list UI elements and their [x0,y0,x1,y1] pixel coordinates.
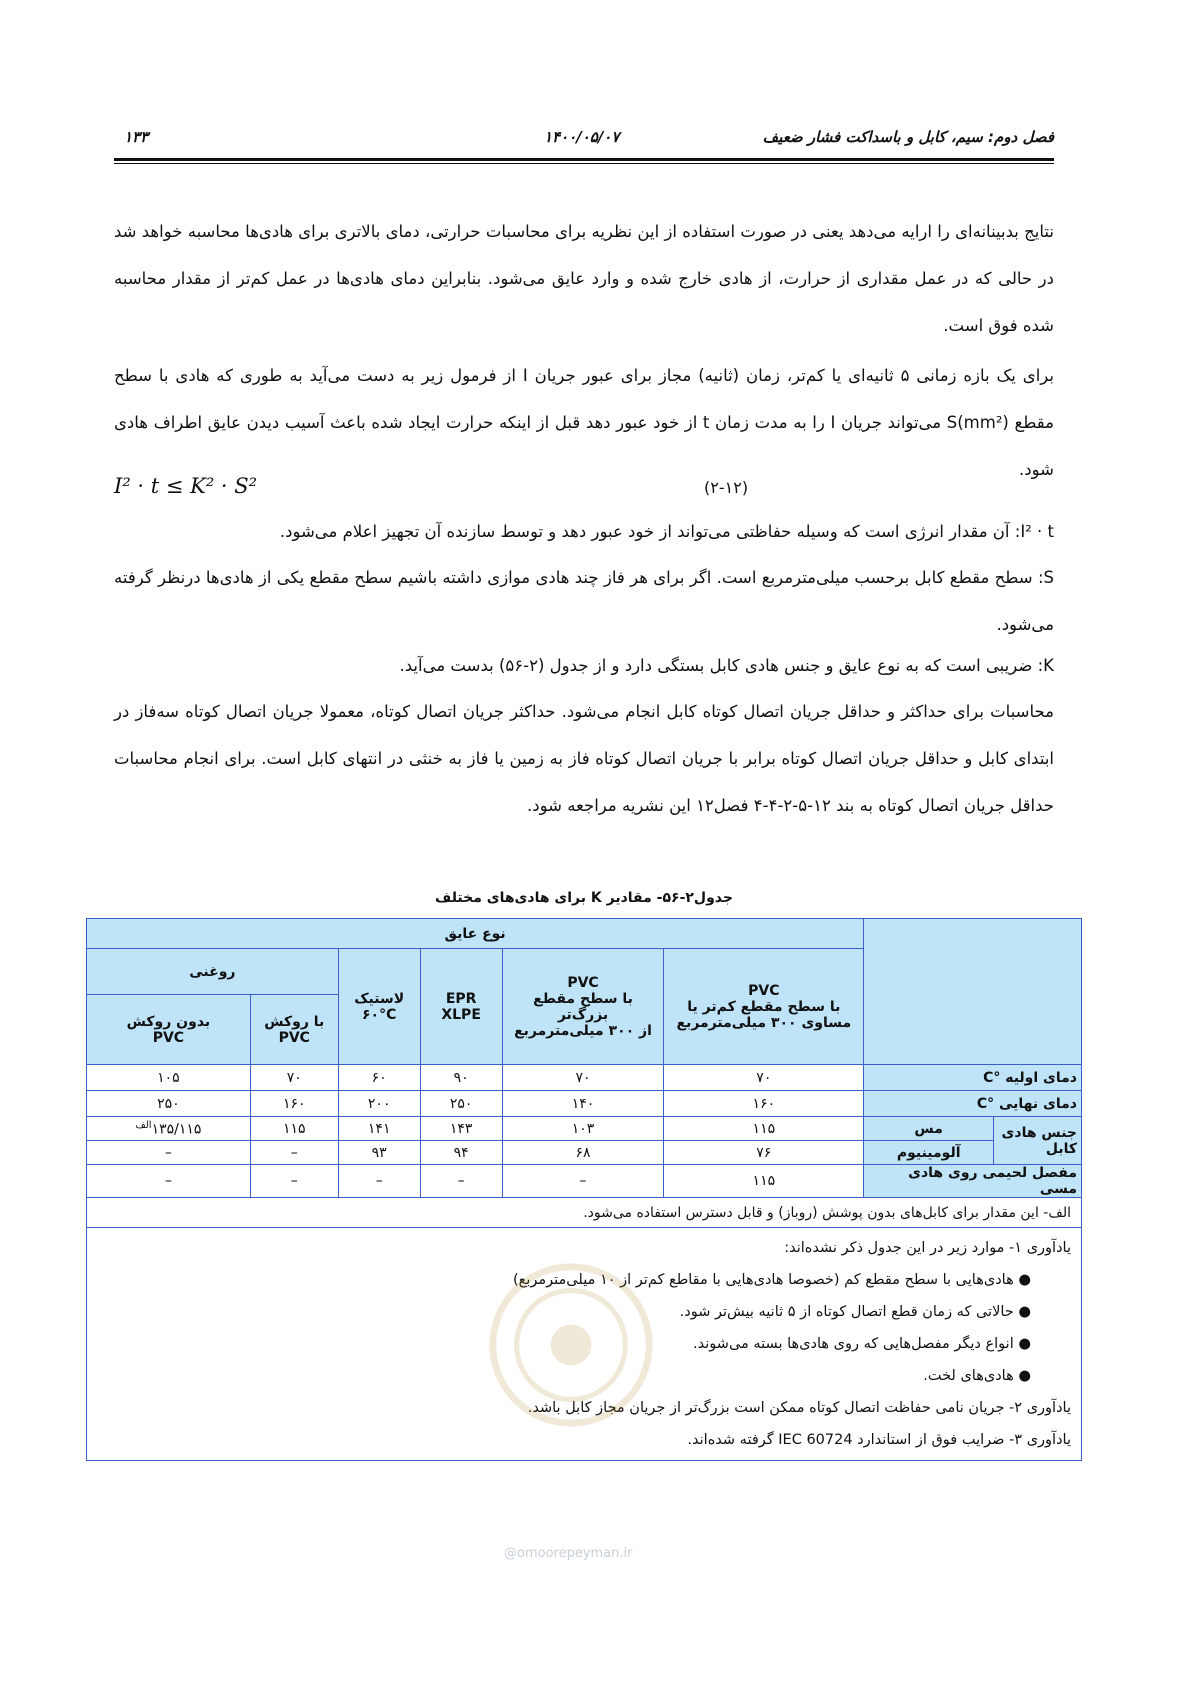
table-cell: ۲۵۰ [420,1091,502,1117]
formula-number: (۲-۱۲) [704,478,749,497]
table-cell: ۱۰۳ [502,1117,664,1141]
table-cell: – [87,1165,251,1198]
paragraph-1: نتایج بدبینانه‌ای را ارایه می‌دهد یعنی در صورت استفاده از این نظریه برای محاسبات حرارتی، دمای بالاتری برای هادی‌ها محاسبه خواهد شد در حالی که در عمل مقداری از حرارت، از هادی خارج شده و وارد عایق می‌شود. بنابراین دمای هادی‌ها در عمل کم‌تر از مقدار محاسبه شده فوق است. [114,222,1054,335]
page-number: ۱۳۳ [124,128,149,146]
note-bullet: ● انواع دیگر مفصل‌هایی که روی هادی‌ها بسته می‌شوند. [693,1336,1031,1352]
table-cell: ۶۸ [502,1141,664,1165]
table-cell: ۱۶۰ [250,1091,338,1117]
table-cell: – [250,1141,338,1165]
table-title: جدول۲-۵۶- مقادیر K برای هادی‌های مختلف [435,890,733,906]
note-1-title: یادآوری ۱- موارد زیر در این جدول ذکر نشده‌اند: [784,1240,1071,1256]
col-epr-xlpe: EPR XLPE [420,949,502,1065]
table-cell: ۹۰ [420,1065,502,1091]
definition-section: S: سطح مقطع کابل برحسب میلی‌مترمربع است. اگر برای هر فاز چند هادی موازی داشته باشیم سطح مقطع یکی از هادی‌ها درنظر گرفته می‌شود. [114,568,1054,634]
note-bullet: ● هادی‌های لخت. [923,1368,1031,1384]
watermark-text: @omoorepeyman.ir [504,1546,633,1561]
table-cell: – [338,1165,420,1198]
row-label-aluminium: آلومینیوم [864,1141,994,1165]
table-cell: ۱۱۵ [664,1165,864,1198]
col-oil: روغنی [87,949,339,995]
col-pvc-large: PVC با سطح مقطع بزرگ‌تر از ۳۰۰ میلی‌مترمربع [502,949,664,1065]
chapter-title: فصل دوم: سیم، کابل و باسداکت فشار ضعیف [762,128,1054,146]
table-cell: ۶۰ [338,1065,420,1091]
table-cell: ۷۰ [664,1065,864,1091]
table-cell: ۷۶ [664,1141,864,1165]
table-cell: – [420,1165,502,1198]
note-bullet: ● حالاتی که زمان قطع اتصال کوتاه از ۵ ثانیه بیش‌تر شود. [679,1304,1031,1320]
note-3: یادآوری ۳- ضرایب فوق از استاندارد IEC 60724 گرفته شده‌اند. [687,1432,1071,1448]
table-cell: ۹۴ [420,1141,502,1165]
table-row [87,1065,1082,1091]
table-cell: ۷۰ [250,1065,338,1091]
table-cell: ۱۴۱ [338,1117,420,1141]
table-cell: ۱۱۵ [250,1117,338,1141]
table-cell: ۱۴۳ [420,1117,502,1141]
definition-energy: I² · t: آن مقدار انرژی است که وسیله حفاظتی می‌تواند از خود عبور دهد و توسط سازنده آن تجهیز اعلام می‌شود. [279,522,1054,541]
table-footnote: الف- این مقدار برای کابل‌های بدون پوشش (روباز) و قابل دسترس استفاده می‌شود. [87,1198,1082,1228]
table-cell: ۲۰۰ [338,1091,420,1117]
row-label-copper: مس [864,1117,994,1141]
insulation-type-header: نوع عایق [87,919,864,949]
table-cell: – [87,1141,251,1165]
page-header [114,128,1054,152]
table-row [87,1141,1082,1165]
header-rule-thick [114,158,1054,161]
table-cell: $۱۳۵/۱۱۵^{الف}$ [87,1117,251,1141]
note-bullet: ● هادی‌هایی با سطح مقطع کم (خصوصا هادی‌هایی با مقاطع کم‌تر از ۱۰ میلی‌مترمربع) [512,1272,1031,1288]
table-cell: ۱۶۰ [664,1091,864,1117]
row-label-solder: مفصل لحیمی روی هادی مسی [864,1165,1082,1198]
col-oil-with-pvc: با روکش PVC [250,995,338,1065]
row-label-material: جنس هادی کابل [994,1117,1082,1165]
table-cell: – [502,1165,664,1198]
table-cell: ۱۴۰ [502,1091,664,1117]
header-rule-thin [114,163,1054,164]
row-label-initial: دمای اولیه °C [864,1065,1082,1091]
table-row [87,1091,1082,1117]
paragraph-3: محاسبات برای حداکثر و حداقل جریان اتصال کوتاه کابل انجام می‌شود. حداکثر جریان اتصال کوتاه، معمولا جریان اتصال کوتاه سه‌فاز در ابتدای کابل و حداقل جریان اتصال کوتاه برابر با جریان اتصال کوتاه فاز به زمین یا فاز به خنثی در انتهای کابل است. برای انجام محاسبات حداقل جریان اتصال کوتاه به بند ۱۲-۵-۲-۴-۴ فصل۱۲ این نشریه مراجعه شود. [114,702,1054,815]
col-pvc-small: PVC با سطح مقطع کم‌تر یا مساوی ۳۰۰ میلی‌مترمربع [664,949,864,1065]
col-rubber: لاستیک ۶۰°C [338,949,420,1065]
formula-expression: I² · t ≤ K² · S² [114,474,258,498]
table-cell: ۷۰ [502,1065,664,1091]
table-cell: ۹۳ [338,1141,420,1165]
paragraph-2: برای یک بازه زمانی ۵ ثانیه‌ای یا کم‌تر، زمان (ثانیه) مجاز برای عبور جریان I از فرمول زیر به دست می‌آید به طوری که هادی با سطح مقطع S(mm²) می‌تواند جریان I را به مدت زمان t از خود عبور دهد قبل از اینکه حرارت ایجاد شده باعث آسیب دیدن عایق اطراف هادی شود. [114,366,1054,479]
table-cell: – [250,1165,338,1198]
table-cell: ۱۱۵ [664,1117,864,1141]
watermark-seal-icon [486,1260,656,1430]
table-row [87,1117,1082,1141]
table-row [87,1165,1082,1198]
table-cell: ۱۰۵ [87,1065,251,1091]
corner-cell [864,919,1082,1065]
header-date: ۱۴۰۰/۰۵/۰۷ [544,128,620,146]
row-label-final: دمای نهایی °C [864,1091,1082,1117]
col-oil-without-pvc: بدون روکش PVC [87,995,251,1065]
table-cell: ۲۵۰ [87,1091,251,1117]
note-2: یادآوری ۲- جریان نامی حفاظت اتصال کوتاه ممکن است بزرگ‌تر از جریان مجاز کابل باشد. [527,1400,1071,1416]
definition-k: K: ضریبی است که به نوع عایق و جنس هادی کابل بستگی دارد و از جدول (۲-۵۶) بدست می‌آید. [399,656,1054,675]
